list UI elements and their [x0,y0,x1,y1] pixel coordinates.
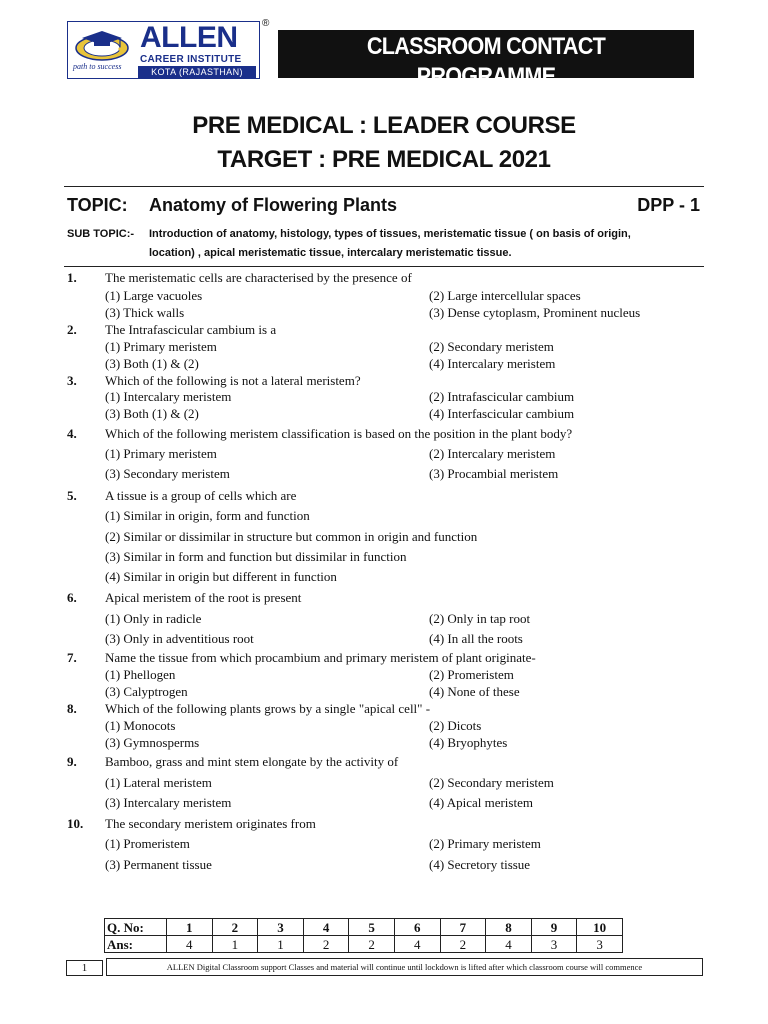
question-number: 7. [67,650,77,665]
option: (3) Permanent tissue [105,857,212,872]
topic-title: Anatomy of Flowering Plants [149,195,398,215]
q-no-label: Q. No: [105,919,167,936]
divider-top [64,186,704,187]
q-number-cell: 9 [531,919,577,936]
course-title: PRE MEDICAL : LEADER COURSE [192,112,576,139]
option: (3) Gymnosperms [105,735,200,750]
logo-subtitle: CAREER INSTITUTE [140,54,242,65]
question-number: 2. [67,322,77,337]
option: (1) Phellogen [105,667,176,682]
programme-banner [278,30,694,103]
option: (1) Promeristem [105,836,190,851]
question-text: Name the tissue from which procambium and primary meristem of plant originate- [105,650,536,665]
option: (3) Intercalary meristem [105,795,232,810]
question-text: The meristematic cells are characterised by the presence of [105,270,412,285]
answer-cell: 1 [212,936,258,953]
option: (2) Only in tap root [429,611,531,626]
question-number: 9. [67,754,77,769]
answer-cell: 4 [486,936,532,953]
question-number: 3. [67,373,77,388]
question-text: The Intrafascicular cambium is a [105,322,277,337]
option: (2) Intrafascicular cambium [429,389,575,404]
option: (3) Calyptrogen [105,684,188,699]
answer-cell: 1 [258,936,304,953]
option: (4) None of these [429,684,520,699]
dpp-label: DPP - 1 [637,195,700,215]
option: (4) Similar in origin but different in function [105,569,337,584]
q-number-cell: 5 [349,919,395,936]
option: (4) Secretory tissue [429,857,531,872]
subtopic-line: location) , apical meristematic tissue, intercalary meristematic tissue. [149,247,512,259]
answer-cell: 2 [349,936,395,953]
question-text: Which of the following is not a lateral meristem? [105,373,361,388]
course-target: TARGET : PRE MEDICAL 2021 [217,146,551,173]
page-number: 1 [66,960,103,976]
question-number: 10. [67,816,84,831]
option: (2) Similar or dissimilar in structure but common in origin and function [105,529,478,544]
answer-row [105,936,623,953]
option: (1) Only in radicle [105,611,202,626]
subtopic-label: SUB TOPIC:- [67,228,135,240]
question-number: 5. [67,488,77,503]
divider-bottom [64,266,704,267]
option: (1) Primary meristem [105,446,217,461]
topic-label: TOPIC: [67,195,128,215]
option: (4) In all the roots [429,631,523,646]
option: (2) Dicots [429,718,482,733]
subtopic-text [149,225,703,263]
programme-title: CLASSROOM CONTACT PROGRAMME [366,33,606,90]
option: (3) Thick walls [105,305,185,320]
option: (2) Secondary meristem [429,775,554,790]
question-text: Bamboo, grass and mint stem elongate by the activity of [105,754,399,769]
option: (4) Apical meristem [429,795,533,810]
question-text: Apical meristem of the root is present [105,590,302,605]
q-number-cell: 3 [258,919,304,936]
logo-name: ALLEN [140,21,238,54]
answer-cell: 3 [577,936,623,953]
q-number-cell: 4 [303,919,349,936]
option: (2) Intercalary meristem [429,446,556,461]
ans-label: Ans: [105,936,167,953]
logo-tagline: path to success [73,62,122,71]
question-number: 4. [67,426,77,441]
option: (2) Primary meristem [429,836,541,851]
option: (3) Both (1) & (2) [105,356,199,371]
q-number-cell: 10 [577,919,623,936]
option: (4) Bryophytes [429,735,508,750]
graduate-cap-globe-icon [72,28,132,62]
academic-session: (Academic Session : 2020 - 2021) [416,92,556,103]
question-number: 6. [67,590,77,605]
subtopic-line: Introduction of anatomy, histology, types of tissues, meristematic tissue ( on basis of origin, [149,228,631,240]
option: (1) Large vacuoles [105,288,203,303]
option: (3) Secondary meristem [105,466,230,481]
option: (4) Intercalary meristem [429,356,556,371]
answer-cell: 2 [303,936,349,953]
question-text: Which of the following plants grows by a single "apical cell" - [105,701,431,716]
answer-cell: 2 [440,936,486,953]
q-number-cell: 6 [394,919,440,936]
option: (2) Secondary meristem [429,339,554,354]
footer-note: ALLEN Digital Classroom support Classes and material will continue until lockdown is lifted after which classroom course will commence [106,958,703,976]
logo-city: KOTA (RAJASTHAN) [138,66,256,78]
option: (3) Dense cytoplasm, Prominent nucleus [429,305,641,320]
question-number: 8. [67,701,77,716]
question-text: A tissue is a group of cells which are [105,488,297,503]
option: (2) Large intercellular spaces [429,288,581,303]
q-number-cell: 7 [440,919,486,936]
answer-cell: 4 [394,936,440,953]
answer-cell: 3 [531,936,577,953]
question-number: 1. [67,270,77,285]
answer-cell: 4 [167,936,213,953]
question-number-row [105,919,623,936]
option: (1) Monocots [105,718,176,733]
option: (1) Intercalary meristem [105,389,232,404]
option: (3) Only in adventitious root [105,631,254,646]
option: (4) Interfascicular cambium [429,406,575,421]
answer-key-table [104,918,623,953]
question-text: The secondary meristem originates from [105,816,316,831]
option: (3) Both (1) & (2) [105,406,199,421]
registered-mark: ® [262,18,270,29]
option: (2) Promeristem [429,667,514,682]
question-text: Which of the following meristem classification is based on the position in the plant body? [105,426,573,441]
allen-logo [67,21,260,79]
q-number-cell: 8 [486,919,532,936]
option: (3) Procambial meristem [429,466,559,481]
option: (1) Lateral meristem [105,775,212,790]
option: (3) Similar in form and function but dissimilar in function [105,549,407,564]
option: (1) Primary meristem [105,339,217,354]
q-number-cell: 1 [167,919,213,936]
option: (1) Similar in origin, form and function [105,508,310,523]
q-number-cell: 2 [212,919,258,936]
